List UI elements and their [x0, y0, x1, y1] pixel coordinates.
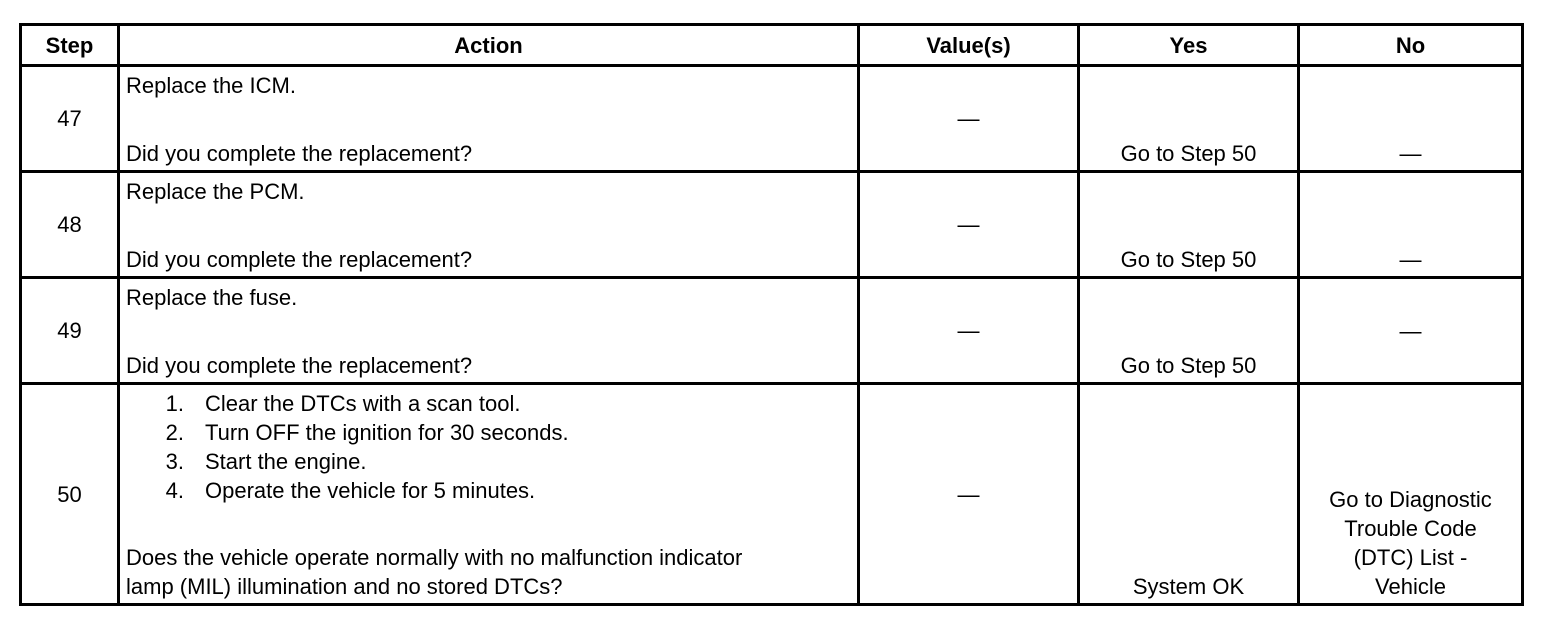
action-question-line: Does the vehicle operate normally with no malfunction indicator	[126, 545, 743, 570]
substep-number: 1.	[165, 391, 184, 416]
yes-cell	[1079, 172, 1299, 278]
substep-list	[126, 389, 569, 505]
yes-text: Go to Step 50	[1120, 141, 1257, 166]
substep-text: Operate the vehicle for 5 minutes.	[205, 478, 536, 503]
action-instruction: Replace the fuse.	[126, 285, 298, 310]
action-question: Did you complete the replacement?	[126, 353, 473, 378]
no-text	[1300, 485, 1521, 601]
no-cell	[1299, 66, 1523, 172]
no-text: —	[1399, 141, 1422, 166]
diagnostic-table	[19, 23, 1524, 606]
substep-text: Turn OFF the ignition for 30 seconds.	[205, 420, 569, 445]
yes-cell	[1079, 384, 1299, 605]
substep-number: 4.	[165, 478, 184, 503]
action-question: Did you complete the replacement?	[126, 141, 473, 166]
value-cell: —	[859, 278, 1079, 384]
action-cell	[119, 278, 859, 384]
table-row	[21, 172, 1523, 278]
no-text-line: (DTC) List -	[1353, 545, 1468, 570]
action-instruction: Replace the PCM.	[126, 179, 305, 204]
header-row	[21, 25, 1523, 66]
value-cell: —	[859, 66, 1079, 172]
header-step: Step	[21, 25, 119, 66]
action-question-line: lamp (MIL) illumination and no stored DTCs?	[126, 574, 563, 599]
action-cell	[119, 384, 859, 605]
no-text: —	[1399, 318, 1422, 343]
substep-item	[126, 389, 569, 418]
substep-number: 2.	[165, 420, 184, 445]
header-values: Value(s)	[859, 25, 1079, 66]
step-number: 48	[21, 172, 119, 278]
value-cell: —	[859, 172, 1079, 278]
step-number: 50	[21, 384, 119, 605]
substep-text: Start the engine.	[205, 449, 367, 474]
action-cell	[119, 66, 859, 172]
substep-item	[126, 476, 569, 505]
header-action: Action	[119, 25, 859, 66]
table-row	[21, 66, 1523, 172]
table-row	[21, 278, 1523, 384]
yes-cell	[1079, 66, 1299, 172]
substep-number: 3.	[165, 449, 184, 474]
action-question	[126, 543, 846, 601]
no-text: —	[1399, 247, 1422, 272]
header-no: No	[1299, 25, 1523, 66]
value-cell: —	[859, 384, 1079, 605]
substep-item	[126, 447, 569, 476]
no-text-line: Trouble Code	[1344, 516, 1477, 541]
yes-text: Go to Step 50	[1120, 247, 1257, 272]
action-instruction: Replace the ICM.	[126, 73, 296, 98]
action-question: Did you complete the replacement?	[126, 247, 473, 272]
substep-text: Clear the DTCs with a scan tool.	[205, 391, 521, 416]
action-cell	[119, 172, 859, 278]
yes-cell	[1079, 278, 1299, 384]
no-cell	[1299, 278, 1523, 384]
yes-text: System OK	[1132, 574, 1245, 599]
substep-item	[126, 418, 569, 447]
no-cell	[1299, 384, 1523, 605]
no-text-line: Vehicle	[1375, 574, 1446, 599]
table-row	[21, 384, 1523, 605]
step-number: 47	[21, 66, 119, 172]
step-number: 49	[21, 278, 119, 384]
yes-text: Go to Step 50	[1120, 353, 1257, 378]
no-cell	[1299, 172, 1523, 278]
no-text-line: Go to Diagnostic	[1329, 487, 1492, 512]
header-yes: Yes	[1079, 25, 1299, 66]
